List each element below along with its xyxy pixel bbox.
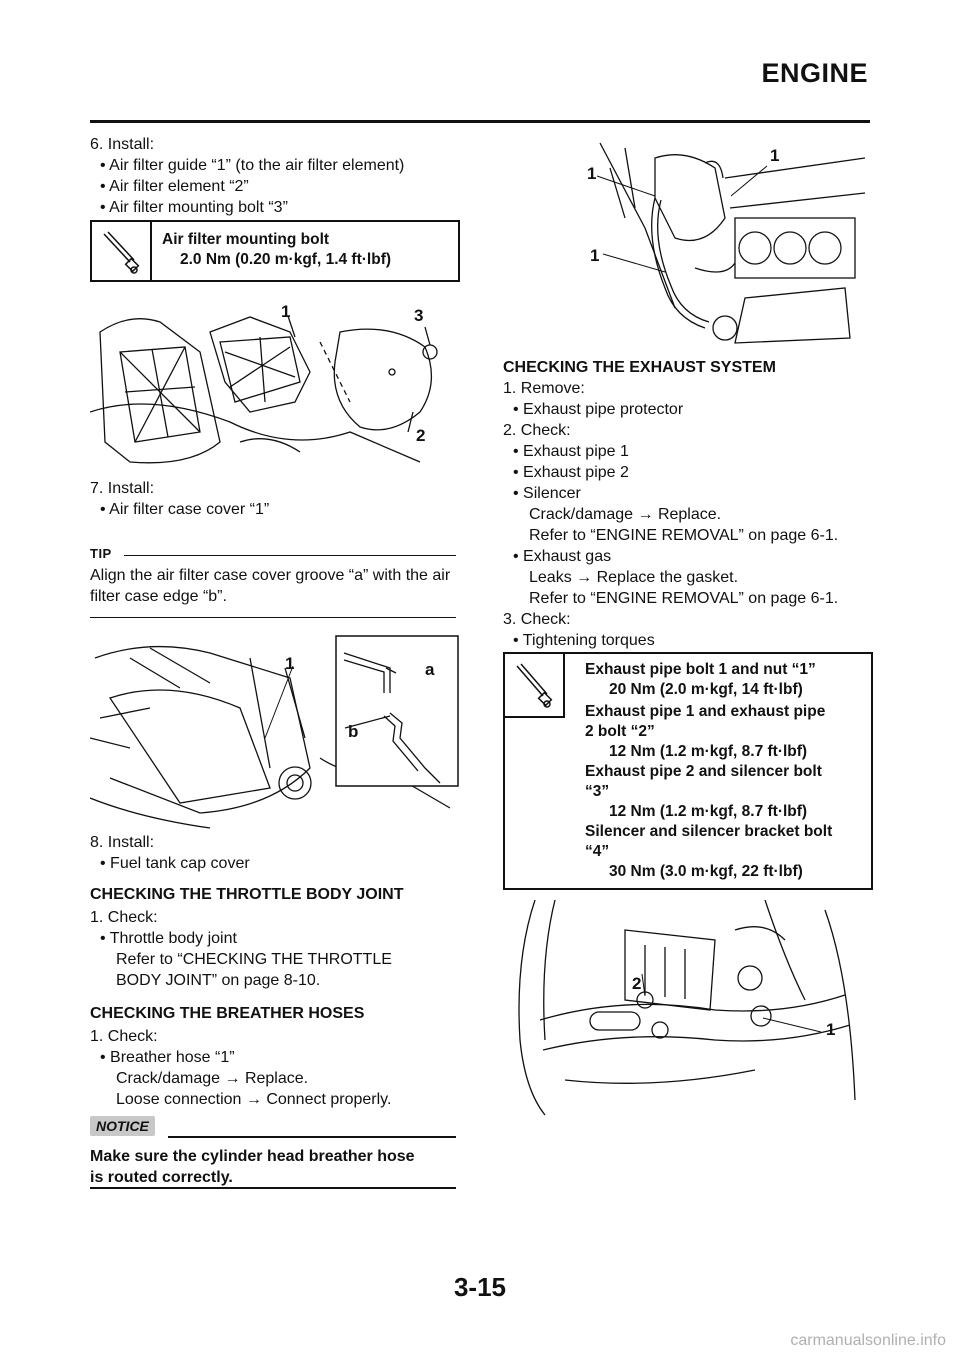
torque-value: 12 Nm (1.2 m·kgf, 8.7 ft·lbf) — [609, 803, 808, 820]
watermark: carmanualsonline.info — [790, 1332, 946, 1349]
notice-bottom-rule — [90, 1187, 456, 1189]
figure-label: 3 — [414, 306, 424, 325]
torque-value: 20 Nm (2.0 m·kgf, 14 ft·lbf) — [609, 681, 803, 698]
figure-label: 1 — [587, 164, 597, 183]
step-8-title: 8. Install: — [90, 834, 155, 851]
step-6-item: • Air filter element “2” — [100, 178, 249, 195]
step-title: 1. Remove: — [503, 380, 585, 397]
remove-item: • Exhaust pipe protector — [513, 401, 684, 418]
step-7-title: 7. Install: — [90, 480, 155, 497]
check-item: • Exhaust gas — [513, 548, 612, 565]
reference-text: Refer to “CHECKING THE THROTTLE — [116, 951, 392, 968]
figure-label: b — [348, 722, 359, 741]
tip-label: TIP — [90, 546, 112, 561]
tip-bottom-rule — [90, 617, 456, 618]
instruction-text: Crack/damage → Replace. — [116, 1070, 309, 1087]
figure-label: 2 — [416, 426, 426, 445]
figure-label: 1 — [285, 654, 295, 673]
section-heading: CHECKING THE THROTTLE BODY JOINT — [90, 886, 404, 903]
step-8-block — [90, 832, 460, 874]
notice-badge: NOTICE — [90, 1116, 155, 1136]
figure-label: 1 — [590, 246, 600, 265]
check-item: • Breather hose “1” — [100, 1049, 235, 1066]
section-heading: CHECKING THE EXHAUST SYSTEM — [503, 359, 776, 376]
step-8-item: • Fuel tank cap cover — [100, 855, 250, 872]
instruction-text: Loose connection → Connect properly. — [116, 1091, 392, 1108]
figure-label: 2 — [632, 974, 642, 993]
figure-label: 1 — [826, 1020, 836, 1039]
torque-wrench-icon — [505, 654, 565, 718]
torque-name: “4” — [585, 843, 610, 860]
header-rule — [90, 120, 870, 123]
case-cover-illustration — [90, 628, 460, 830]
throttle-section — [90, 884, 460, 991]
tip-text: Align the air filter case cover groove “a” with the air filter case edge “b”. — [90, 567, 451, 605]
torque-spec-box — [503, 652, 873, 890]
step-title: 3. Check: — [503, 611, 571, 628]
breather-section — [90, 1003, 460, 1110]
torque-value: 2.0 Nm (0.20 m·kgf, 1.4 ft·lbf) — [180, 251, 392, 268]
breather-hose-illustration — [505, 138, 870, 350]
air-filter-illustration — [90, 292, 460, 470]
exhaust-pipe-illustration — [505, 900, 870, 1120]
step-7-block — [90, 478, 460, 520]
notice-line: is routed correctly. — [90, 1169, 233, 1186]
page-header-title: ENGINE — [761, 58, 868, 88]
tip-top-rule — [124, 555, 456, 556]
torque-name: 2 bolt “2” — [585, 723, 655, 740]
notice-top-rule — [168, 1136, 456, 1138]
reference-text: Refer to “ENGINE REMOVAL” on page 6-1. — [529, 590, 839, 607]
exhaust-section — [503, 357, 873, 651]
step-title: 1. Check: — [90, 1028, 158, 1045]
notice-text — [90, 1146, 460, 1188]
step-title: 1. Check: — [90, 909, 158, 926]
check-item: • Exhaust pipe 2 — [513, 464, 629, 481]
torque-name: Exhaust pipe 1 and exhaust pipe — [585, 703, 826, 720]
torque-name: Exhaust pipe bolt 1 and nut “1” — [585, 661, 816, 678]
torque-value: 12 Nm (1.2 m·kgf, 8.7 ft·lbf) — [609, 743, 808, 760]
torque-name: “3” — [585, 783, 610, 800]
instruction-text: Crack/damage → Replace. — [529, 506, 722, 523]
check-item: • Silencer — [513, 485, 581, 502]
step-7-item: • Air filter case cover “1” — [100, 501, 270, 518]
step-title: 2. Check: — [503, 422, 571, 439]
reference-text: Refer to “ENGINE REMOVAL” on page 6-1. — [529, 527, 839, 544]
check-item: • Tightening torques — [513, 632, 655, 649]
figure-label: 1 — [281, 302, 291, 321]
torque-name: Air filter mounting bolt — [162, 231, 330, 248]
torque-spec-box — [90, 220, 460, 282]
notice-line: Make sure the cylinder head breather hose — [90, 1148, 415, 1165]
check-item: • Throttle body joint — [100, 930, 237, 947]
step-6-item: • Air filter guide “1” (to the air filter element) — [100, 157, 405, 174]
check-item: • Exhaust pipe 1 — [513, 443, 629, 460]
reference-text: BODY JOINT” on page 8-10. — [116, 972, 321, 989]
step-6-title: 6. Install: — [90, 136, 155, 153]
figure-label: 1 — [770, 146, 780, 165]
torque-wrench-icon — [92, 222, 152, 280]
figure-label: a — [425, 660, 435, 679]
torque-name: Silencer and silencer bracket bolt — [585, 823, 833, 840]
page-number: 3-15 — [453, 1272, 507, 1302]
step-6-block — [90, 134, 460, 218]
step-6-item: • Air filter mounting bolt “3” — [100, 199, 288, 216]
section-heading: CHECKING THE BREATHER HOSES — [90, 1005, 365, 1022]
torque-value: 30 Nm (3.0 m·kgf, 22 ft·lbf) — [609, 863, 803, 880]
torque-name: Exhaust pipe 2 and silencer bolt — [585, 763, 822, 780]
instruction-text: Leaks → Replace the gasket. — [529, 569, 739, 586]
